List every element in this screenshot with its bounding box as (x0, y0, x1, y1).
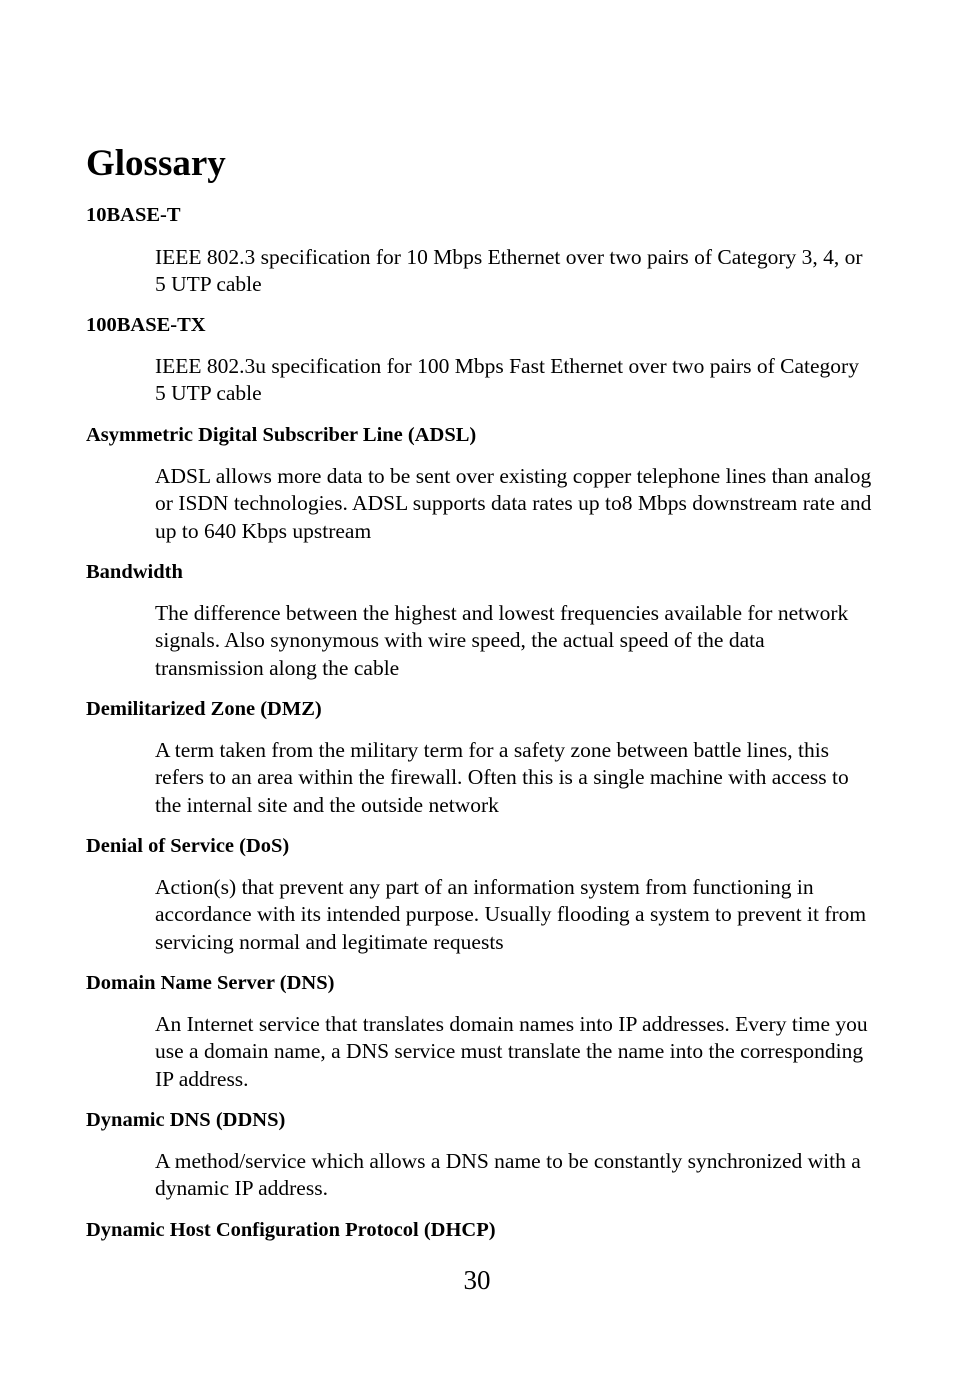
definition-dos: Action(s) that prevent any part of an information system from functioning in accordance with its intended purpose. Usually flooding a system to prevent it from servicing normal and legitimate requests (155, 875, 867, 954)
term-dos: Denial of Service (DoS) (86, 835, 290, 857)
page-number: 30 (463, 1265, 491, 1295)
definition-dmz: A term taken from the military term for a safety zone between battle lines, this refers to an area within the firewall. Often this is a single machine with access to the internal site and the outside network (155, 738, 849, 817)
definition-10base-t: IEEE 802.3 specification for 10 Mbps Ethernet over two pairs of Category 3, 4, or 5 UTP cable (155, 245, 863, 297)
term-dhcp: Dynamic Host Configuration Protocol (DHCP) (86, 1219, 496, 1241)
term-ddns: Dynamic DNS (DDNS) (86, 1109, 286, 1131)
term-dns: Domain Name Server (DNS) (86, 972, 335, 994)
definition-bandwidth: The difference between the highest and lowest frequencies available for network signals. Also synonymous with wire speed, the actual speed of the data transmission along the cable (155, 601, 849, 680)
term-adsl: Asymmetric Digital Subscriber Line (ADSL) (86, 424, 477, 446)
definition-100base-tx: IEEE 802.3u specification for 100 Mbps Fast Ethernet over two pairs of Category 5 UTP cable (155, 354, 859, 406)
definition-ddns: A method/service which allows a DNS name to be constantly synchronized with a dynamic IP address. (155, 1149, 861, 1201)
term-100base-tx: 100BASE-TX (86, 314, 206, 336)
term-10base-t: 10BASE-T (86, 204, 181, 226)
definition-adsl: ADSL allows more data to be sent over existing copper telephone lines than analog or ISDN technologies. ADSL supports data rates up to8 Mbps downstream rate and up to 640 Kbps upstream (155, 464, 872, 543)
definition-dns: An Internet service that translates domain names into IP addresses. Every time you use a domain name, a DNS service must translate the name into the corresponding IP address. (155, 1012, 868, 1091)
term-bandwidth: Bandwidth (86, 561, 183, 583)
page-title: Glossary (86, 143, 226, 184)
term-dmz: Demilitarized Zone (DMZ) (86, 698, 322, 720)
